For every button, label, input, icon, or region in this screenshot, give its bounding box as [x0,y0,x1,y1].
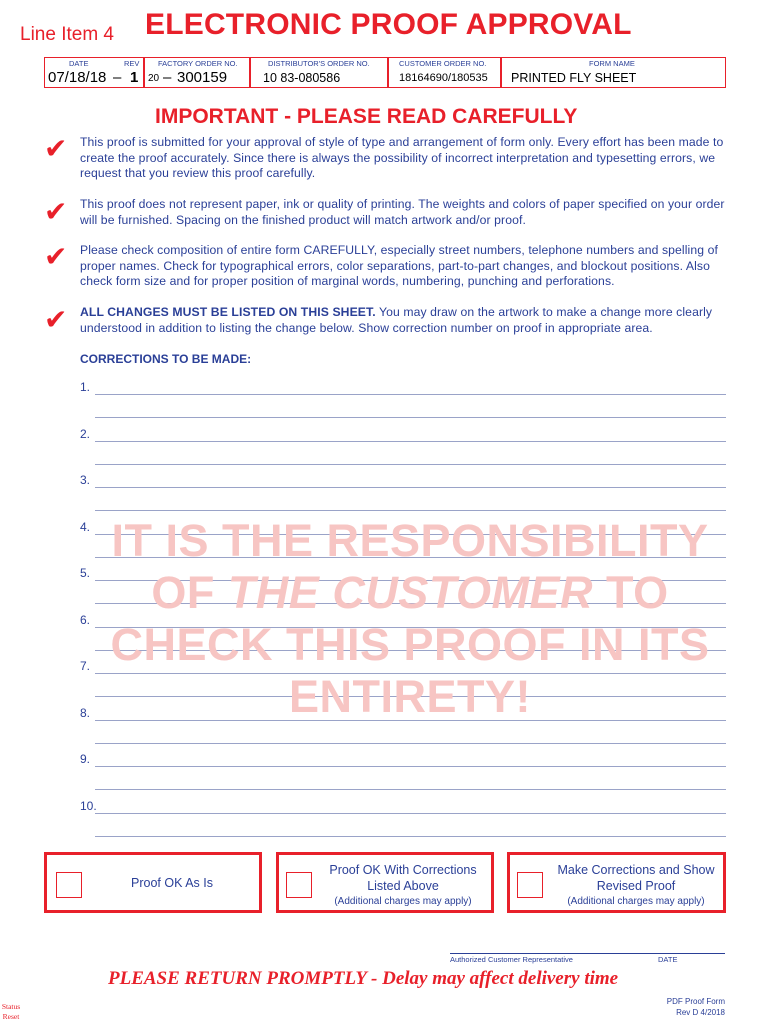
changes-rest: You may draw on the artwork to make a change more clearly understood in addition to listing the change below. Show correction number on proof in appropriate area. [80,305,713,335]
revised-proof-checkbox[interactable] [517,872,543,898]
ok-with-corrections-text [317,862,489,910]
rev-label: REV [124,59,140,68]
watermark-line-2-pre: OF [151,567,228,618]
factory-order-value: 300159 [177,69,228,86]
correction-number: 10. [80,798,97,813]
correction-line[interactable] [95,836,726,837]
proof-ok-label: Proof OK As Is [131,876,213,890]
form-name-field [501,57,726,88]
form-name-value: PRINTED FLY SHEET [511,71,637,85]
pdf-form-label: PDF Proof Form [666,997,725,1006]
reset-button[interactable]: Reset [2,1012,20,1021]
correction-number: 2. [80,426,91,441]
correction-number: 4. [80,519,91,534]
authorized-rep-label: Authorized Customer Representative [450,955,573,964]
paragraph-changes [80,305,726,336]
correction-number: 3. [80,473,91,487]
check-icon: ✔ [44,304,68,335]
customer-order-value: 18164690/180535 [399,72,488,84]
check-icon: ✔ [44,133,68,164]
correction-number: 1. [80,380,91,394]
paragraph-approval: This proof is submitted for your approval of style of type and arrangement of form only. Every effort has been made to create the proof accurately. Since there is always the possibility of incorrect interpretation and typesetting errors, we request that you review this proof carefully. [80,135,724,180]
watermark-line-2-post: TO [593,567,669,618]
correction-number: 6. [80,612,91,627]
watermark-line-4: ENTIRETY! [288,671,531,722]
page-title: ELECTRONIC PROOF APPROVAL [145,8,632,41]
paragraph-paper: This proof does not represent paper, ink or quality of printing. The weights and colors of paper specified on your order will be furnished. Spacing on the finished product will match artwork and/or proof. [80,197,725,227]
correction-number: 9. [80,752,91,766]
status-reset-controls [0,1002,22,1022]
revised-proof-sub: (Additional charges may apply) [567,896,705,907]
form-name-label: FORM NAME [589,59,635,68]
factory-prefix: 20 [148,73,160,84]
revised-proof-text [548,862,724,910]
correction-number: 7. [80,659,91,673]
correction-line[interactable] [95,510,726,511]
rev-date-label: Rev D 4/2018 [676,1008,725,1017]
proof-ok-checkbox[interactable] [56,872,82,898]
changes-bold: ALL CHANGES MUST BE LISTED ON THIS SHEET. [80,305,376,319]
correction-line[interactable] [95,441,726,442]
correction-line[interactable] [95,417,726,418]
correction-line[interactable] [95,394,726,395]
corrections-label: CORRECTIONS TO BE MADE: [80,352,252,366]
ok-with-corrections-label: Proof OK With Corrections Listed Above [329,863,477,893]
signature-date-label: DATE [658,955,678,964]
ok-with-corrections-sub: (Additional charges may apply) [334,896,472,907]
factory-order-field [144,57,250,88]
revised-proof-label: Make Corrections and Show Revised Proof [557,863,715,893]
correction-line[interactable] [95,487,726,488]
line-item-label: Line Item 4 [20,24,114,45]
correction-line[interactable] [95,813,726,814]
watermark-line-2-italic: THE CUSTOMER [227,567,593,618]
option-proof-ok [44,852,262,913]
paragraph-composition: Please check composition of entire form CAREFULLY, especially street numbers, telephone numbers and spelling of proper names. Check for typographical errors, color separations, part-to-part changes, and blockout positions. Also check form size and for proper position of marginal words, numbering, punching and perforations. [80,243,718,288]
distributor-order-label: DISTRIBUTOR'S ORDER NO. [268,59,370,68]
factory-dash: – [163,69,172,86]
check-icon: ✔ [44,196,68,227]
signature-line[interactable] [450,953,725,954]
correction-number: 8. [80,705,91,720]
rev-value: 1 [130,69,139,86]
date-rev-field [44,57,144,88]
return-promptly-notice: PLEASE RETURN PROMPTLY - Delay may affect delivery time [108,968,619,989]
customer-order-field [388,57,501,88]
important-heading: IMPORTANT - PLEASE READ CAREFULLY [155,105,578,128]
watermark-line-1: IT IS THE RESPONSIBILITY [111,515,709,566]
option-revised-proof [507,852,726,913]
form-revision [640,996,725,1018]
correction-line[interactable] [95,464,726,465]
correction-line[interactable] [95,766,726,767]
distributor-order-field [250,57,388,88]
option-ok-with-corrections [276,852,494,913]
date-value: 07/18/18 [48,69,107,86]
correction-line[interactable] [95,743,726,744]
ok-with-corrections-checkbox[interactable] [286,872,312,898]
date-label: DATE [69,59,89,68]
rev-dash: – [113,69,122,86]
watermark-line-3: CHECK THIS PROOF IN ITS [110,619,710,670]
watermark-line-2 [80,567,740,619]
correction-number: 5. [80,566,91,580]
correction-line[interactable] [95,789,726,790]
status-button[interactable]: Status [1,1002,21,1011]
responsibility-watermark [80,515,740,723]
factory-order-label: FACTORY ORDER NO. [158,59,238,68]
distributor-order-value: 10 83-080586 [263,71,341,85]
customer-order-label: CUSTOMER ORDER NO. [399,59,487,68]
check-icon: ✔ [44,241,68,272]
